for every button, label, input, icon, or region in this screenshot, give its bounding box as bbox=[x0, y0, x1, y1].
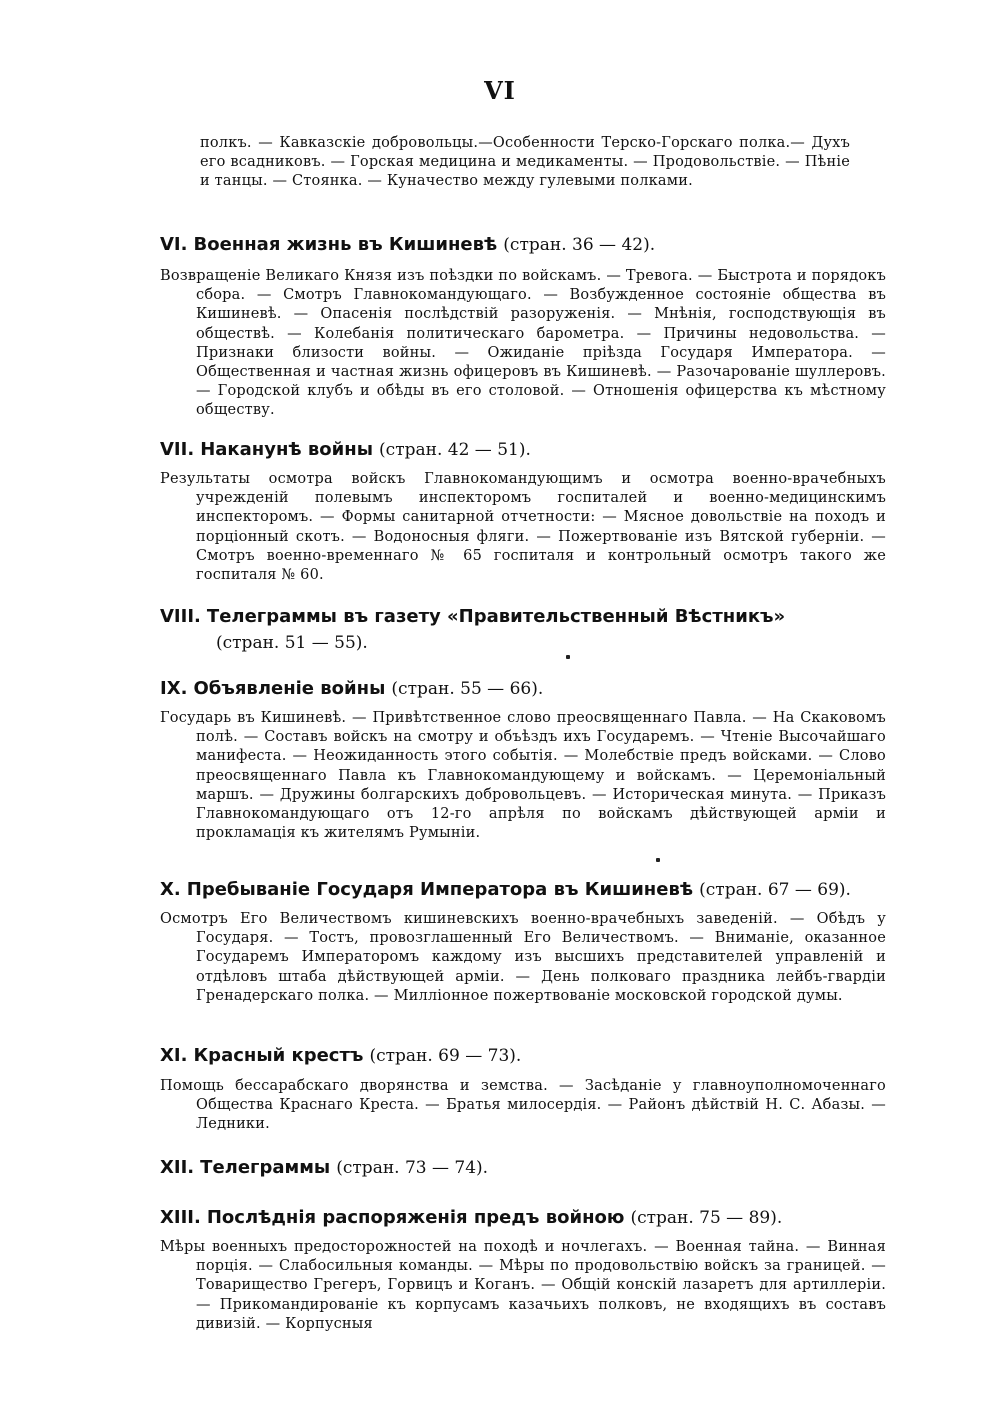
section-body-xiii: Мѣры военныхъ предосторожностей на походѣ и ночлегахъ. — Военная тайна. — Винная порція. — Слабосильныя команды. — Мѣры по продовольствію войскъ за границей. — Товарищество Грегеръ, Горвицъ и Коганъ. — Общій конскій лазаретъ для артиллеріи. — Прикомандированіе къ корпусамъ казачьихъ полковъ, не входящихъ въ составъ дивизій. — Корпусныя bbox=[160, 1239, 886, 1332]
section-heading-xiii: XIII. Послѣднія распоряженія предъ войною (стран. 75 — 89). bbox=[160, 1207, 783, 1228]
section-body-xi: Помощь бессарабскаго дворянства и земства. — Засѣданіе у главноуполномоченнаго Общества Краснаго Креста. — Братья милосердія. — Районъ дѣйствій Н. С. Абазы. — Ледники. bbox=[160, 1078, 886, 1133]
intro-paragraph: полкъ. — Кавказскіе добровольцы.—Особенности Терско-Горскаго полка.— Духъ его всадниковъ. — Горская медицина и медикаменты. — Продовольствіе. — Пѣніе и танцы. — Стоянка. — Куначество между гулевыми полками. bbox=[200, 135, 850, 190]
section-heading-viii: VIII. Телеграммы въ газету «Правительственный Вѣстникъ» (стран. 51 — 55). bbox=[160, 606, 786, 653]
section-body-ix: Государь въ Кишиневѣ. — Привѣтственное слово преосвященнаго Павла. — На Скаковомъ полѣ. — Составъ войскъ на смотру и объѣздъ ихъ Государемъ. — Чтеніе Высочайшаго манифеста. — Неожиданность этого событія. — Молебствіе предъ войсками. — Слово преосвященнаго Павла къ Главнокомандующему и войскамъ. — Церемоніальный маршъ. — Дружины болгарскихъ добровольцевъ. — Историческая минута. — Приказъ Главнокомандующаго отъ 12-го апрѣля по войскамъ дѣйствующей арміи и прокламація къ жителямъ Румыніи. bbox=[160, 710, 886, 842]
section-heading-vii: VII. Наканунѣ войны (стран. 42 — 51). bbox=[160, 439, 531, 460]
section-heading-xii: XII. Телеграммы (стран. 73 — 74). bbox=[160, 1157, 489, 1178]
section-body-vi: Возвращеніе Великаго Князя изъ поѣздки по войскамъ. — Тревога. — Быстрота и порядокъ сбора. — Смотръ Главнокомандующаго. — Возбужденное состояніе общества въ Кишиневѣ. — Опасенія послѣдствій разоруженія. — Мнѣнія, господствующія въ обществѣ. — Колебанія политическаго барометра. — Причины недовольства. — Признаки близости войны. — Ожиданіе пріѣзда Государя Императора. — Общественная и частная жизнь офицеровъ въ Кишиневѣ. — Разочарованіе шуллеровъ. — Городской клубъ и обѣды въ его столовой. — Отношенія офицерства къ мѣстному обществу. bbox=[160, 268, 886, 419]
stray-mark bbox=[656, 858, 660, 862]
stray-mark bbox=[566, 655, 570, 659]
section-body-x: Осмотръ Его Величествомъ кишиневскихъ военно-врачебныхъ заведеній. — Обѣдъ у Государя. — Тостъ, провозглашенный Его Величествомъ. — Вниманіе, оказанное Государемъ Императоромъ каждому изъ высшихъ представителей управленій и отдѣловъ штаба дѣйствующей арміи. — День полковаго праздника лейбъ-гвардіи Гренадерскаго полка. — Милліонное пожертвованіе московской городской думы. bbox=[160, 911, 886, 1004]
section-body-vii: Результаты осмотра войскъ Главнокомандующимъ и осмотра военно-врачебныхъ учрежденій полевымъ инспекторомъ госпиталей и военно-медицинскимъ инспекторомъ. — Формы санитарной отчетности: — Мясное довольствіе на походъ и порціонный скотъ. — Водоносныя фляги. — Пожертвованіе изъ Вятской губерніи. — Смотръ военно-временнаго № 65 госпиталя и контрольный осмотръ такого же госпиталя № 60. bbox=[160, 471, 886, 584]
section-heading-xi: XI. Красный крестъ (стран. 69 — 73). bbox=[160, 1045, 522, 1066]
page-number: VI bbox=[484, 76, 516, 105]
section-heading-ix: IX. Объявленіе войны (стран. 55 — 66). bbox=[160, 678, 544, 699]
section-heading-vi: VI. Военная жизнь въ Кишиневѣ (стран. 36 — 42). bbox=[160, 234, 656, 255]
section-heading-x: X. Пребываніе Государя Императора въ Кишиневѣ (стран. 67 — 69). bbox=[160, 879, 851, 900]
